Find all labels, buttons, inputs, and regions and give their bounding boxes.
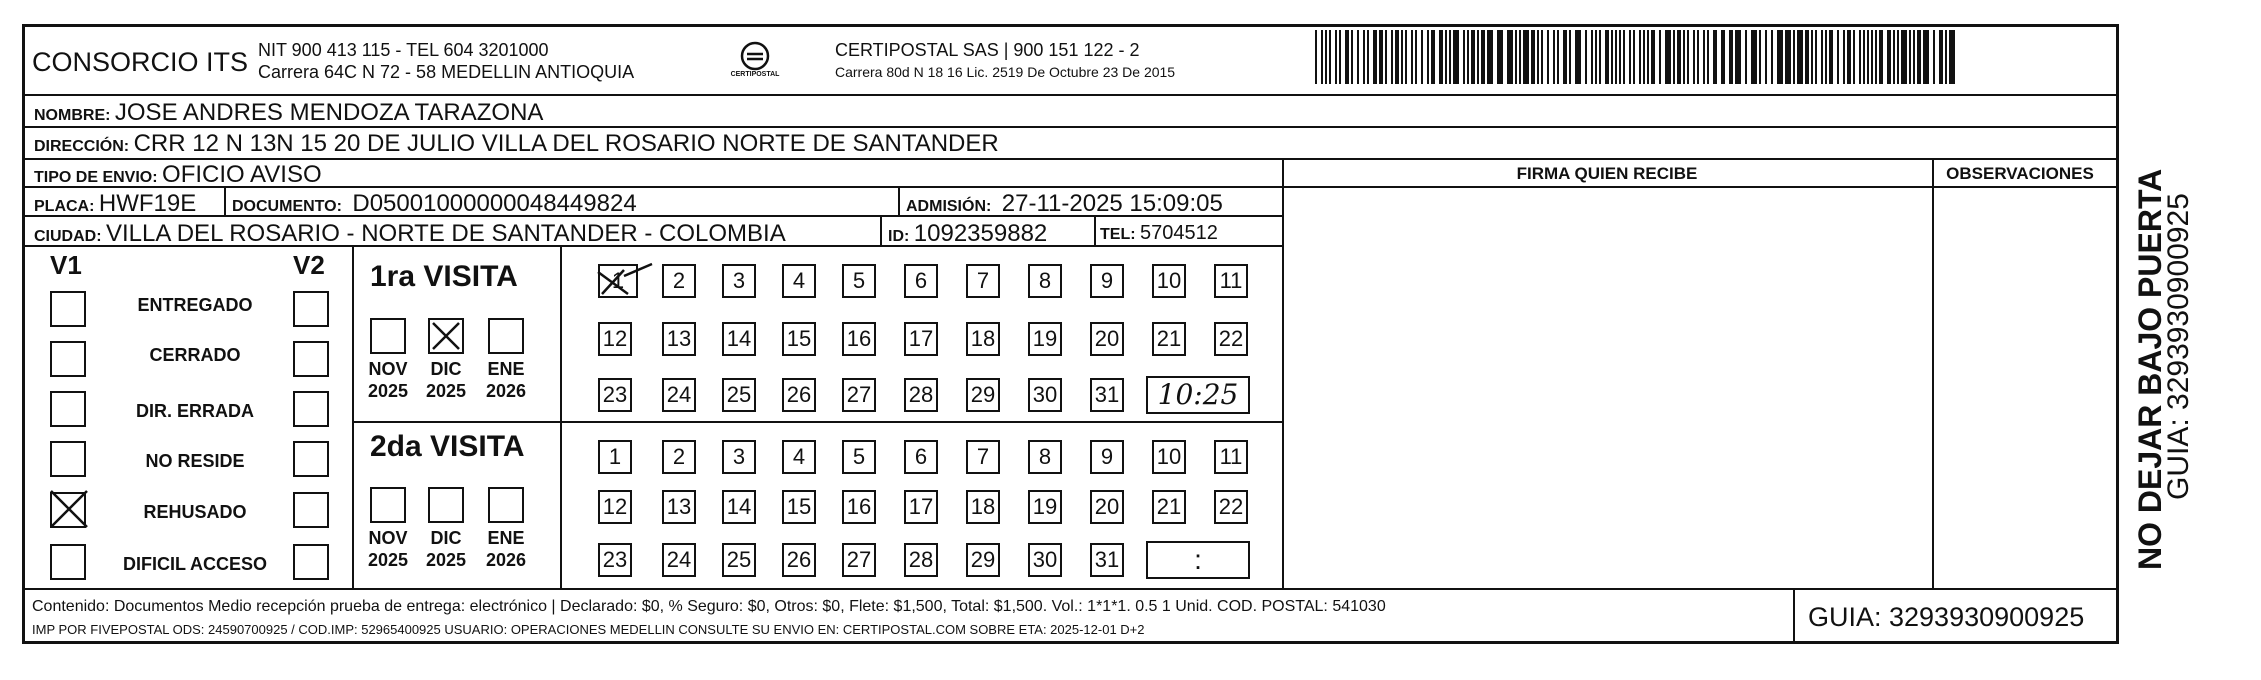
- visit2-day-21[interactable]: 21: [1152, 490, 1186, 524]
- admision-row: [906, 190, 1223, 218]
- visit1-day-2[interactable]: 2: [662, 264, 696, 298]
- address-line: Carrera 64C N 72 - 58 MEDELLIN ANTIOQUIA: [258, 62, 635, 82]
- side-guia: GUIA: 3293930900925: [2162, 193, 2195, 500]
- tel-label: TEL:: [1100, 226, 1136, 243]
- visit1-day-20[interactable]: 20: [1090, 322, 1124, 356]
- visit1-day-22[interactable]: 22: [1214, 322, 1248, 356]
- v2-checkbox-5[interactable]: [293, 544, 329, 580]
- visit1-day-4[interactable]: 4: [782, 264, 816, 298]
- visit2-month-checkbox-dic[interactable]: [428, 487, 464, 523]
- direccion-value: CRR 12 N 13N 15 20 DE JULIO VILLA DEL ROSARIO NORTE DE SANTANDER: [133, 130, 999, 157]
- no-dejar-bajo-puerta: NO DEJAR BAJO PUERTA: [2132, 168, 2168, 570]
- visit2-day-14[interactable]: 14: [722, 490, 756, 524]
- company-name: CONSORCIO ITS: [32, 47, 249, 77]
- visit2-month-label: NOV 2025: [367, 528, 409, 570]
- visit1-day-28[interactable]: 28: [904, 378, 938, 412]
- visit1-month-check: [430, 320, 462, 352]
- visit1-day-26[interactable]: 26: [782, 378, 816, 412]
- admision-label: ADMISIÓN:: [906, 198, 992, 215]
- visit2-day-22[interactable]: 22: [1214, 490, 1248, 524]
- visit1-time: 10:25: [1146, 376, 1250, 414]
- visit2-day-8[interactable]: 8: [1028, 440, 1062, 474]
- placa-label: PLACA:: [34, 198, 95, 215]
- visit2-day-3[interactable]: 3: [722, 440, 756, 474]
- visit2-day-18[interactable]: 18: [966, 490, 1000, 524]
- tipo-value: OFICIO AVISO: [162, 161, 322, 188]
- tel-value: 5704512: [1140, 222, 1218, 244]
- status-label: CERRADO: [149, 345, 241, 365]
- visit1-day-14[interactable]: 14: [722, 322, 756, 356]
- id-value: 1092359882: [913, 220, 1048, 247]
- nit-line: NIT 900 413 115 - TEL 604 3201000: [258, 40, 549, 60]
- visit1-day-27[interactable]: 27: [842, 378, 876, 412]
- v1-checkbox-1[interactable]: [50, 341, 86, 377]
- visit2-day-2[interactable]: 2: [662, 440, 696, 474]
- visit1-day-15[interactable]: 15: [782, 322, 816, 356]
- status-label: DIR. ERRADA: [135, 401, 254, 421]
- logo-text: CERTIPOSTAL: [730, 71, 780, 78]
- visit1-day-10[interactable]: 10: [1152, 264, 1186, 298]
- visit2-day-5[interactable]: 5: [842, 440, 876, 474]
- v1-check-mark: [48, 488, 90, 530]
- documento-value: D05001000000048449824: [352, 190, 637, 217]
- placa-value: HWF19E: [98, 190, 197, 217]
- visit2-day-9[interactable]: 9: [1090, 440, 1124, 474]
- visit1-day-11[interactable]: 11: [1214, 264, 1248, 298]
- visit1-day-13[interactable]: 13: [662, 322, 696, 356]
- visit2-day-13[interactable]: 13: [662, 490, 696, 524]
- visit1-day-23[interactable]: 23: [598, 378, 632, 412]
- visit2-day-31[interactable]: 31: [1090, 543, 1124, 577]
- v2-checkbox-4[interactable]: [293, 492, 329, 528]
- visit1-day-21[interactable]: 21: [1152, 322, 1186, 356]
- visit2-month-label: ENE 2026: [485, 528, 527, 570]
- visit1-month-label: DIC 2025: [425, 359, 467, 401]
- visit2-day-27[interactable]: 27: [842, 543, 876, 577]
- visit1-day-3[interactable]: 3: [722, 264, 756, 298]
- visit1-day-24[interactable]: 24: [662, 378, 696, 412]
- visit2-day-11[interactable]: 11: [1214, 440, 1248, 474]
- visit1-day-9[interactable]: 9: [1090, 264, 1124, 298]
- visit1-day-7[interactable]: 7: [966, 264, 1000, 298]
- visit2-day-6[interactable]: 6: [904, 440, 938, 474]
- visit1-day-12[interactable]: 12: [598, 322, 632, 356]
- footer-guia: GUIA: 3293930900925: [1808, 602, 2085, 632]
- nombre-value: JOSE ANDRES MENDOZA TARAZONA: [114, 99, 544, 126]
- v1-header: V1: [50, 250, 82, 280]
- visit2-month-checkbox-ene[interactable]: [488, 487, 524, 523]
- visit1-title: 1ra VISITA: [370, 260, 518, 293]
- status-label: REHUSADO: [143, 502, 247, 522]
- visit2-month-checkbox-nov[interactable]: [370, 487, 406, 523]
- visit1-day-31[interactable]: 31: [1090, 378, 1124, 412]
- ciudad-row: [34, 220, 786, 248]
- visit1-day-5[interactable]: 5: [842, 264, 876, 298]
- visit2-day-15[interactable]: 15: [782, 490, 816, 524]
- v2-checkbox-2[interactable]: [293, 391, 329, 427]
- visit1-month-checkbox-nov[interactable]: [370, 318, 406, 354]
- status-label: ENTREGADO: [137, 295, 253, 315]
- visit2-day-28[interactable]: 28: [904, 543, 938, 577]
- certipostal-address: Carrera 80d N 18 16 Lic. 2519 De Octubre 23 De 2015: [835, 64, 1176, 80]
- nombre-row: [34, 99, 543, 127]
- visit2-day-25[interactable]: 25: [722, 543, 756, 577]
- visit1-month-checkbox-ene[interactable]: [488, 318, 524, 354]
- visit1-day-18[interactable]: 18: [966, 322, 1000, 356]
- visit1-month-label: NOV 2025: [367, 359, 409, 401]
- visit1-day-30[interactable]: 30: [1028, 378, 1062, 412]
- visit2-day-19[interactable]: 19: [1028, 490, 1062, 524]
- ciudad-value: VILLA DEL ROSARIO - NORTE DE SANTANDER - COLOMBIA: [106, 220, 786, 247]
- documento-row: [232, 190, 637, 218]
- visit2-day-29[interactable]: 29: [966, 543, 1000, 577]
- tipo-row: [34, 161, 322, 189]
- footer-imp: IMP POR FIVEPOSTAL ODS: 24590700925 / COD.IMP: 52965400925 USUARIO: OPERACIONES MEDELLIN CONSULTE SU ENVIO EN: CERTIPOSTAL.COM SOBRE ETA: 2025-12-01 D+2: [32, 622, 1145, 637]
- documento-label: DOCUMENTO:: [232, 198, 342, 215]
- id-row: [888, 220, 1047, 248]
- visit1-day-25[interactable]: 25: [722, 378, 756, 412]
- visit2-day-20[interactable]: 20: [1090, 490, 1124, 524]
- visit2-day-30[interactable]: 30: [1028, 543, 1062, 577]
- visit2-day-10[interactable]: 10: [1152, 440, 1186, 474]
- visit2-day-12[interactable]: 12: [598, 490, 632, 524]
- visit2-day-1[interactable]: 1: [598, 440, 632, 474]
- visit2-title: 2da VISITA: [370, 430, 525, 463]
- visit1-day-17[interactable]: 17: [904, 322, 938, 356]
- observaciones-header: OBSERVACIONES: [1946, 164, 2094, 183]
- v2-checkbox-1[interactable]: [293, 341, 329, 377]
- status-label: DIFICIL ACCESO: [122, 554, 267, 574]
- placa-row: [34, 190, 196, 218]
- visit2-time: :: [1146, 541, 1250, 579]
- v2-checkbox-3[interactable]: [293, 441, 329, 477]
- v2-header: V2: [293, 250, 325, 280]
- ciudad-label: CIUDAD:: [34, 228, 102, 245]
- footer-contenido: Contenido: Documentos Medio recepción prueba de entrega: electrónico | Declarado: $0, % Seguro: $0, Otros: $0, Flete: $1,500, Total: $1,500. Vol.: 1*1*1. 0.5 1 Unid. COD. POSTAL: 541030: [32, 598, 1386, 615]
- direccion-row: [34, 130, 999, 158]
- v1-checkbox-0[interactable]: [50, 291, 86, 327]
- visit1-day-16[interactable]: 16: [842, 322, 876, 356]
- v1-checkbox-5[interactable]: [50, 544, 86, 580]
- visit1-day-1[interactable]: 1: [598, 264, 638, 298]
- certipostal-line: CERTIPOSTAL SAS | 900 151 122 - 2: [835, 40, 1140, 60]
- visit2-day-24[interactable]: 24: [662, 543, 696, 577]
- nombre-label: NOMBRE:: [34, 107, 111, 124]
- admision-value: 27-11-2025 15:09:05: [1001, 190, 1223, 217]
- status-label: NO RESIDE: [145, 451, 245, 471]
- visit2-day-7[interactable]: 7: [966, 440, 1000, 474]
- visit2-day-16[interactable]: 16: [842, 490, 876, 524]
- barcode: [1315, 30, 1955, 84]
- v1-checkbox-2[interactable]: [50, 391, 86, 427]
- tel-row: [1100, 222, 1218, 245]
- v2-checkbox-0[interactable]: [293, 291, 329, 327]
- firma-header: FIRMA QUIEN RECIBE: [1516, 164, 1698, 183]
- visit1-day-6[interactable]: 6: [904, 264, 938, 298]
- visit2-day-17[interactable]: 17: [904, 490, 938, 524]
- visit2-day-26[interactable]: 26: [782, 543, 816, 577]
- visit1-day-mark: [594, 266, 652, 296]
- visit1-month-label: ENE 2026: [485, 359, 527, 401]
- visit1-day-8[interactable]: 8: [1028, 264, 1062, 298]
- v1-checkbox-3[interactable]: [50, 441, 86, 477]
- visit2-day-4[interactable]: 4: [782, 440, 816, 474]
- id-label: ID:: [888, 228, 910, 245]
- direccion-label: DIRECCIÓN:: [34, 138, 130, 155]
- certipostal-logo: [730, 38, 780, 86]
- visit1-day-19[interactable]: 19: [1028, 322, 1062, 356]
- visit1-day-29[interactable]: 29: [966, 378, 1000, 412]
- visit2-day-23[interactable]: 23: [598, 543, 632, 577]
- tipo-label: TIPO DE ENVIO:: [34, 169, 158, 186]
- visit2-month-label: DIC 2025: [425, 528, 467, 570]
